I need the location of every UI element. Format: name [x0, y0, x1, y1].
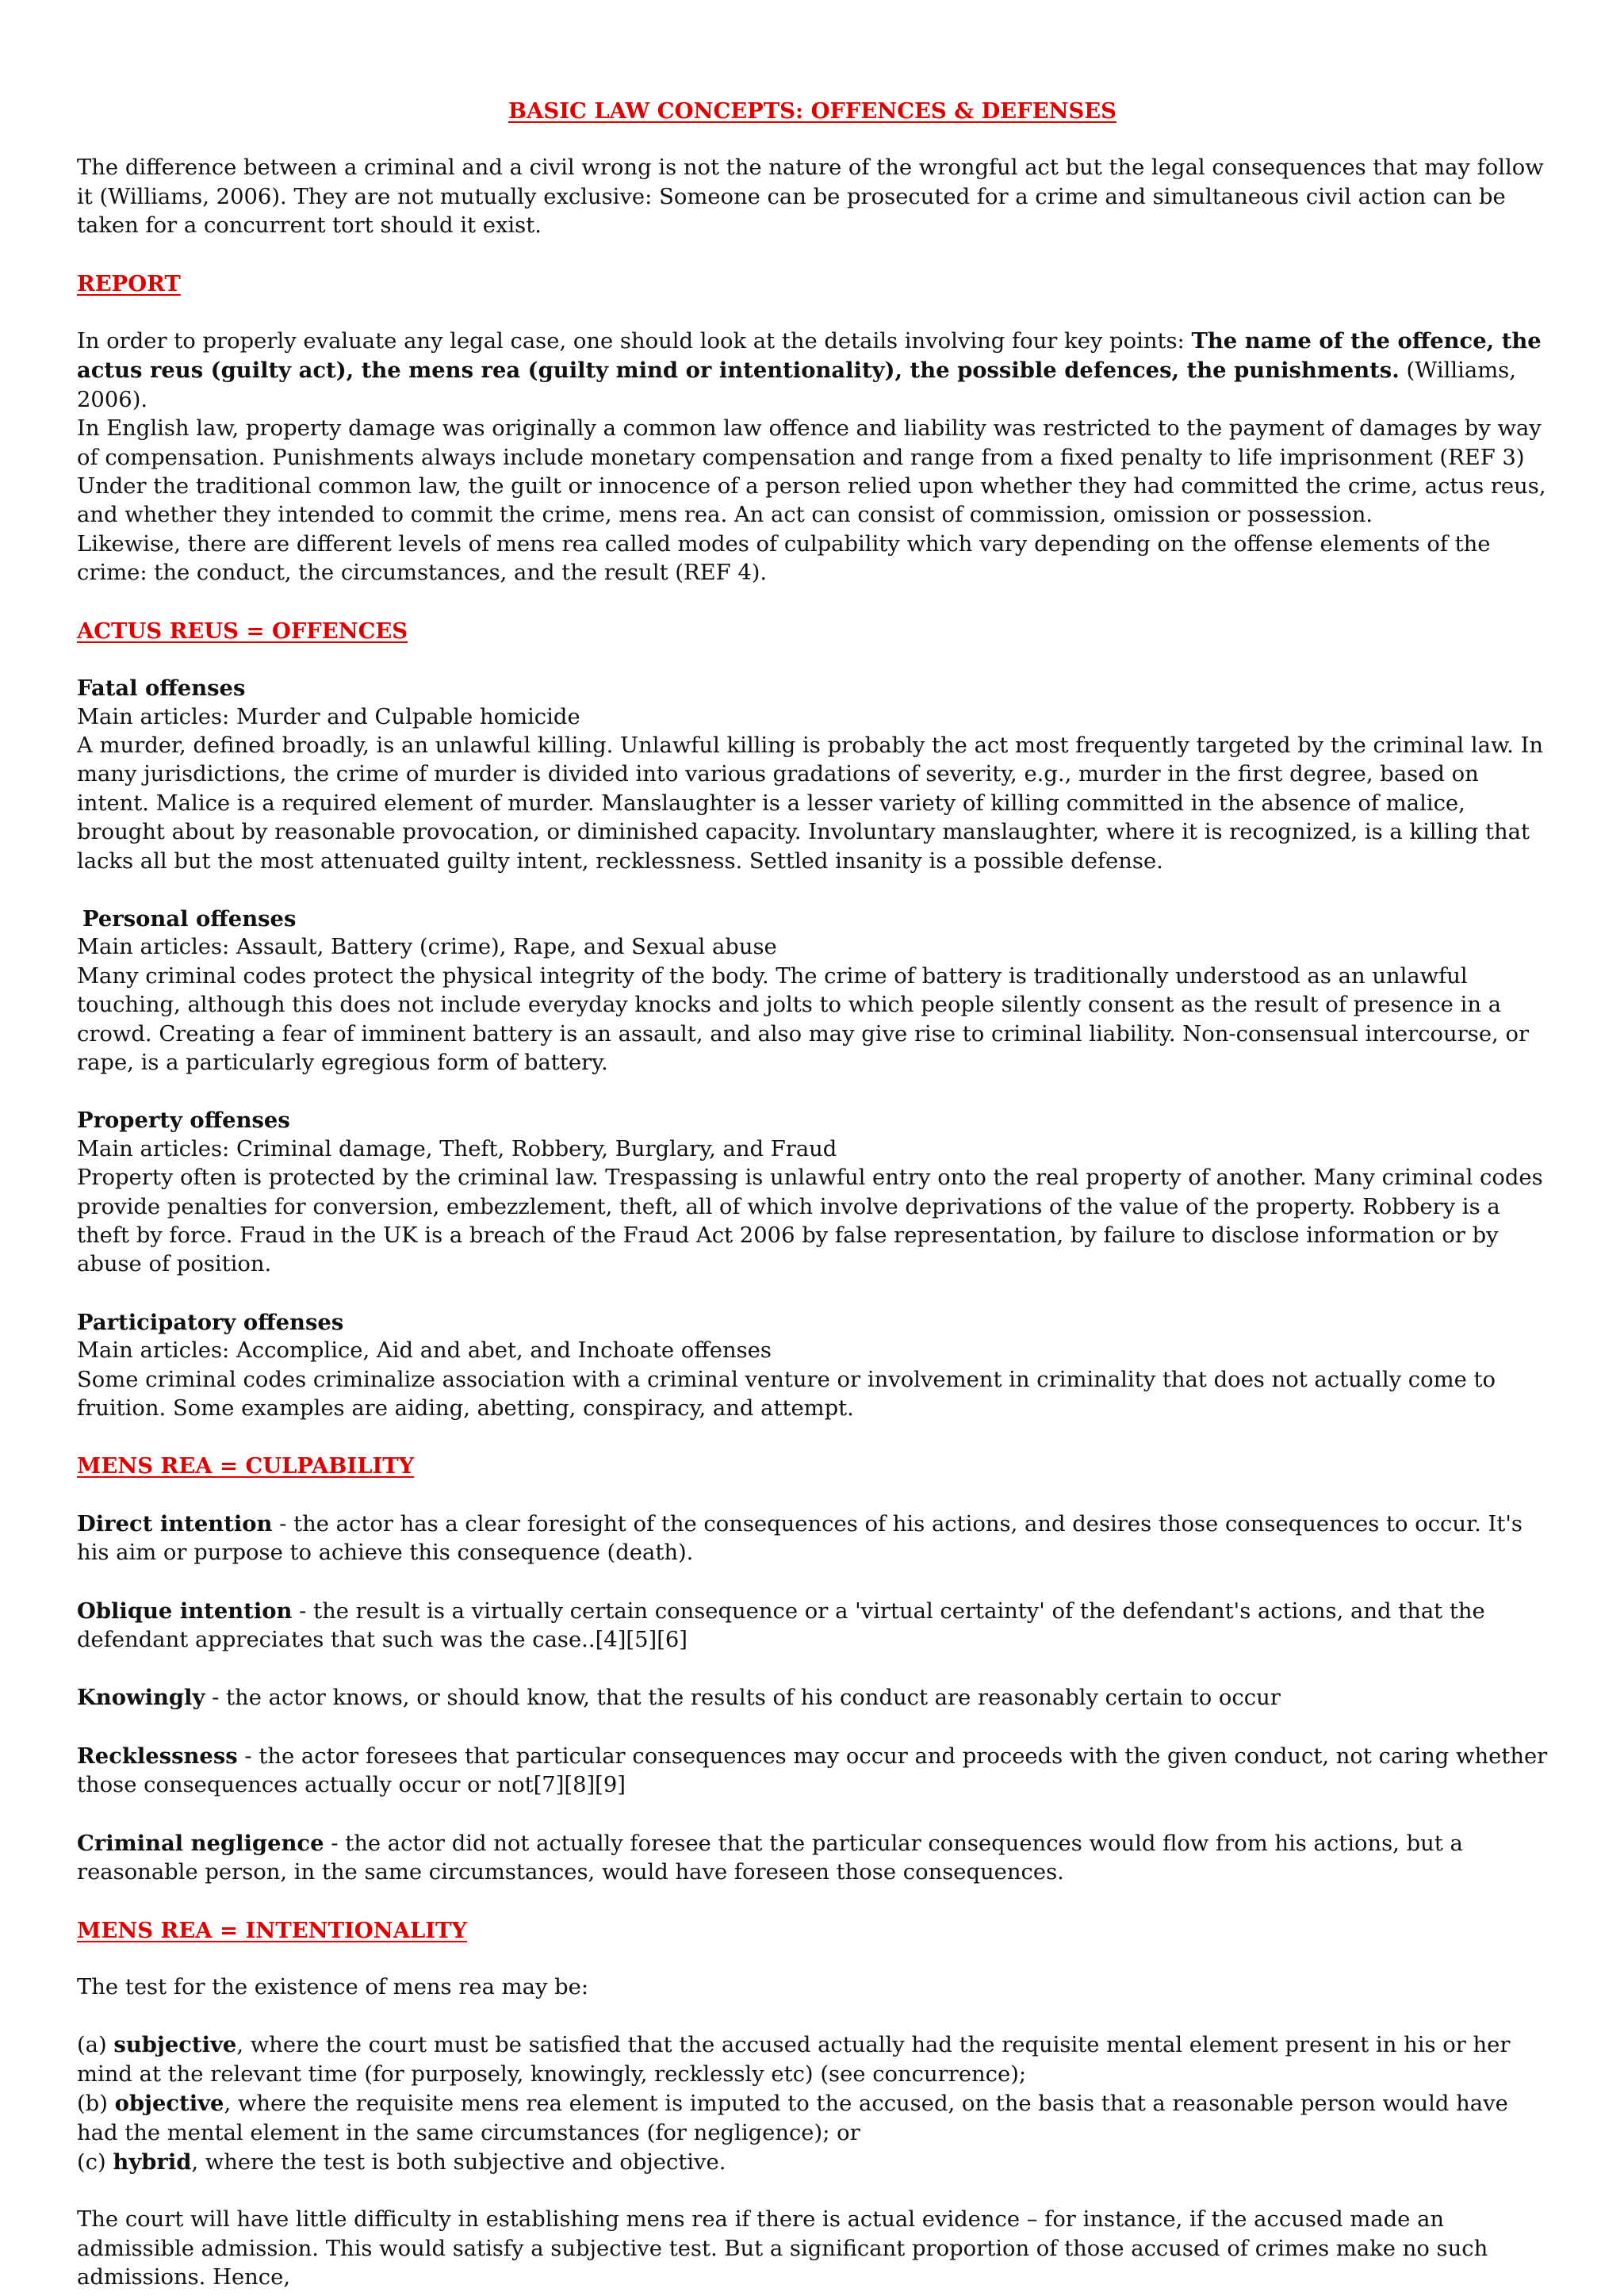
intro-paragraph: The difference between a criminal and a civil wrong is not the nature of the wrongful act but the legal consequences that may follow it (Williams, 2006). They are not mutually exclusive: Someone can be prosecuted for a crime and simultaneous civil action can be taken for a concurrent tort should it exist. [77, 155, 1544, 239]
culpability-definition: - the actor foresees that particular consequences may occur and proceeds with the given conduct, not caring whether those consequences actually occur or not[7][8][9] [77, 1743, 1548, 1798]
participatory-offenses-section [77, 1308, 1548, 1424]
test-term: hybrid [113, 2149, 192, 2175]
personal-offenses-main-articles: Main articles: Assault, Battery (crime), Rape, and Sexual abuse [77, 935, 777, 960]
culpability-item-recklessness [77, 1742, 1548, 1800]
section-heading-intentionality: MENS REA = INTENTIONALITY [77, 1917, 467, 1943]
personal-offenses-title: Personal offenses [82, 905, 297, 932]
section-heading-report: REPORT [77, 270, 181, 297]
property-offenses-title: Property offenses [77, 1108, 290, 1134]
fatal-offenses-body: A murder, defined broadly, is an unlawful killing. Unlawful killing is probably the act most frequently targeted by the criminal law. In many jurisdictions, the crime of murder is divided into various gradations of severity, e.g., murder in the first degree, based on intent. Malice is a required element of murder. Manslaughter is a lesser variety of killing committed in the absence of malice, brought about by reasonable provocation, or diminished capacity. Involuntary manslaughter, where it is recognized, is a killing that lacks all but the most attenuated guilty intent, recklessness. Settled insanity is a possible defense. [77, 733, 1544, 874]
intentionality-test-subjective [77, 2030, 1548, 2089]
test-definition: , where the court must be satisfied that the accused actually had the requisite mental element present in his or her mind at the relevant time (for purposely, knowingly, recklessly etc) (see concurrence); [77, 2033, 1511, 2087]
fatal-offenses-section [77, 674, 1548, 876]
test-prefix: (c) [77, 2149, 113, 2175]
test-term: objective [114, 2091, 224, 2117]
section-heading-culpability: MENS REA = CULPABILITY [77, 1453, 415, 1479]
fatal-offenses-main-articles: Main articles: Murder and Culpable homicide [77, 704, 580, 729]
report-p1-key-points: The name of the offence, the actus reus (guilty act), the mens rea (guilty mind or intentionality), the possible defences, the punishments. [77, 328, 1542, 384]
culpability-item-oblique-intention [77, 1597, 1548, 1655]
participatory-offenses-main-articles: Main articles: Accomplice, Aid and abet, and Inchoate offenses [77, 1338, 772, 1364]
document-title: BASIC LAW CONCEPTS: OFFENCES & DEFENSES [508, 98, 1116, 124]
participatory-offenses-body: Some criminal codes criminalize association with a criminal venture or involvement in criminality that does not actually come to fruition. Some examples are aiding, abetting, conspiracy, and attempt. [77, 1367, 1496, 1422]
test-definition: , where the test is both subjective and objective. [191, 2149, 726, 2175]
report-paragraph-4: Likewise, there are different levels of mens rea called modes of culpability which vary depending on the offense elements of the crime: the conduct, the circumstances, and the result (REF 4). [77, 531, 1491, 586]
culpability-term: Knowingly [77, 1685, 205, 1711]
property-offenses-main-articles: Main articles: Criminal damage, Theft, Robbery, Burglary, and Fraud [77, 1136, 837, 1161]
section-heading-actus-reus: ACTUS REUS = OFFENCES [77, 618, 408, 644]
intentionality-test-hybrid [77, 2148, 1548, 2177]
culpability-term: Criminal negligence [77, 1830, 324, 1856]
culpability-item-direct-intention [77, 1510, 1548, 1568]
test-prefix: (b) [77, 2091, 115, 2117]
culpability-item-knowingly [77, 1683, 1548, 1712]
intentionality-tests-list [77, 2030, 1548, 2177]
test-term: subjective [113, 2032, 237, 2058]
culpability-definition: - the actor did not actually foresee that the particular consequences would flow from his actions, but a reasonable person, in the same circumstances, would have foreseen those consequences. [77, 1831, 1463, 1885]
report-paragraph-2: In English law, property damage was originally a common law offence and liability was restricted to the payment of damages by way of compensation. Punishments always include monetary compensation and range from a fixed penalty to life imprisonment (REF 3) [77, 416, 1542, 470]
culpability-term: Recklessness [77, 1743, 238, 1769]
test-prefix: (a) [77, 2033, 114, 2058]
personal-offenses-body: Many criminal codes protect the physical integrity of the body. The crime of battery is traditionally understood as an unlawful touching, although this does not include everyday knocks and jolts to which people silently consent as the result of presence in a crowd. Creating a fear of imminent battery is an assault, and also may give rise to criminal liability. Non-consensual intercourse, or rape, is a particularly egregious form of battery. [77, 963, 1530, 1075]
report-p1-text: In order to properly evaluate any legal case, one should look at the details involving four key points: [77, 329, 1192, 354]
property-offenses-section [77, 1106, 1548, 1279]
intentionality-closing-paragraph: The court will have little difficulty in establishing mens rea if there is actual evidence – for instance, if the accused made an admissible admission. This would satisfy a subjective test. But a significant proportion of those accused of crimes make no such admissions. Hence, [77, 2207, 1488, 2290]
report-section [77, 327, 1548, 588]
fatal-offenses-title: Fatal offenses [77, 675, 246, 702]
culpability-term: Direct intention [77, 1510, 273, 1536]
personal-offenses-section [77, 905, 1548, 1077]
culpability-definition: - the result is a virtually certain consequence or a 'virtual certainty' of the defendant's actions, and that the defendant appreciates that such was the case..[4][5][6] [77, 1598, 1485, 1653]
culpability-item-criminal-negligence [77, 1829, 1548, 1888]
test-definition: , where the requisite mens rea element is imputed to the accused, on the basis that a reasonable person would have had the mental element in the same circumstances (for negligence); or [77, 2091, 1508, 2145]
report-paragraph-1 [77, 327, 1548, 415]
property-offenses-body: Property often is protected by the criminal law. Trespassing is unlawful entry onto the real property of another. Many criminal codes provide penalties for conversion, embezzlement, theft, all of which involve deprivations of the value of the property. Robbery is a theft by force. Fraud in the UK is a breach of the Fraud Act 2006 by false representation, by failure to disclose information or by abuse of position. [77, 1165, 1543, 1277]
report-p1-citation: (Williams, 2006). [77, 358, 1516, 412]
report-paragraph-3: Under the traditional common law, the guilt or innocence of a person relied upon whether they had committed the crime, actus reus, and whether they intended to commit the crime, mens rea. An act can consist of commission, omission or possession. [77, 474, 1546, 528]
intentionality-test-objective [77, 2089, 1548, 2148]
culpability-definition: - the actor knows, or should know, that the results of his conduct are reasonably certain to occur [205, 1686, 1281, 1711]
participatory-offenses-title: Participatory offenses [77, 1309, 344, 1335]
intentionality-lead: The test for the existence of mens rea may be: [77, 1974, 589, 1999]
culpability-term: Oblique intention [77, 1598, 293, 1624]
culpability-definition: - the actor has a clear foresight of the consequences of his actions, and desires those consequences to occur. It's his aim or purpose to achieve this consequence (death). [77, 1511, 1522, 1566]
